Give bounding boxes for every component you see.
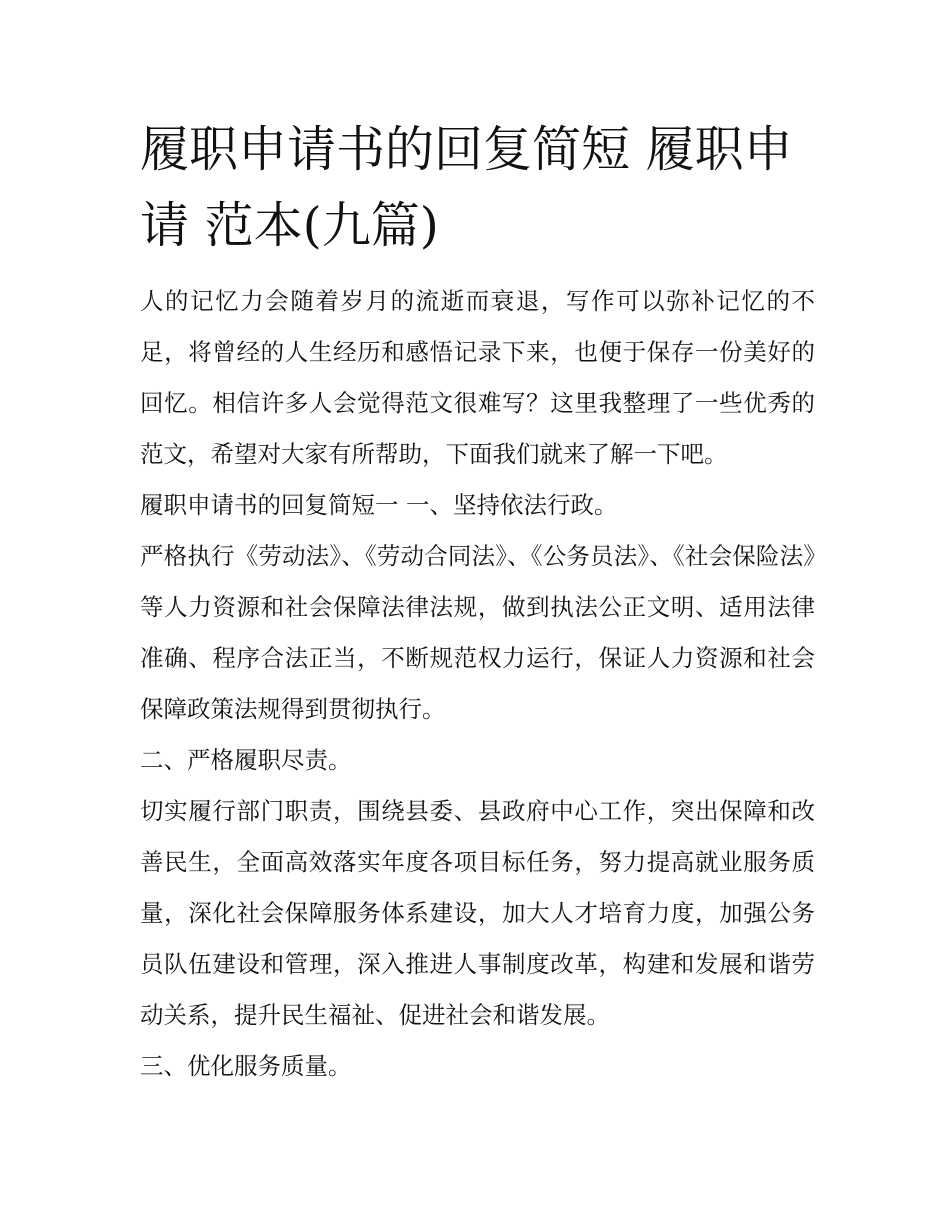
paragraph-heading-2: 二、严格履职尽责。 xyxy=(140,746,352,774)
paragraph-heading-1: 履职申请书的回复简短一 一、坚持依法行政。 xyxy=(140,491,618,519)
paragraph-section-2: 切实履行部门职责，围绕县委、县政府中心工作，突出保障和改善民生，全面高效落实年度各项目标任务，努力提高就业服务质量，深化社会保障服务体系建设，加大人才培育力度，加强公务员队伍建设和管理，深入推进人事制度改革，构建和发展和谐劳动关系，提升民生福祉、促进社会和谐发展。 xyxy=(140,797,815,1029)
document-content xyxy=(140,112,815,1092)
paragraph-heading-3: 三、优化服务质量。 xyxy=(140,1052,352,1080)
paragraph-intro: 人的记忆力会随着岁月的流逝而衰退，写作可以弥补记忆的不足，将曾经的人生经历和感悟记录下来，也便于保存一份美好的回忆。相信许多人会觉得范文很难写？这里我整理了一些优秀的范文，希望对大家有所帮助，下面我们就来了解一下吧。 xyxy=(140,287,815,468)
document-body xyxy=(140,276,815,1092)
paragraph-section-1: 严格执行《劳动法》、《劳动合同法》、《公务员法》、《社会保险法》等人力资源和社会保障法律法规，做到执法公正文明、适用法律准确、程序合法正当，不断规范权力运行，保证人力资源和社会保障政策法规得到贯彻执行。 xyxy=(140,542,815,723)
document-title: 履职申请书的回复简短 履职申请 范本(九篇) xyxy=(140,121,793,254)
